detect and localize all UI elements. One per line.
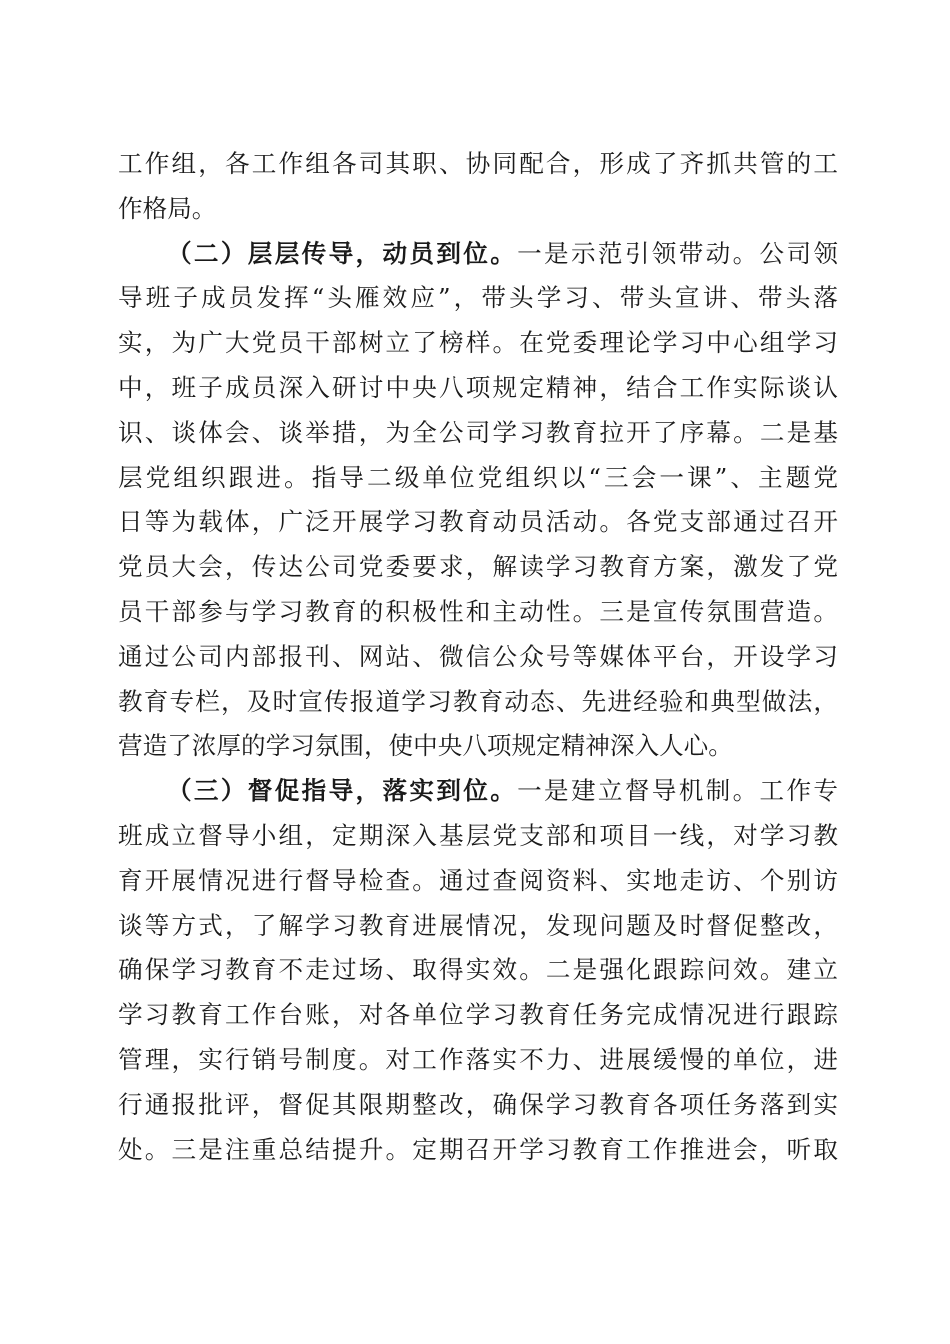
- body-text: [118, 142, 838, 1172]
- text-line: 营造了浓厚的学习氛围，使中央八项规定精神深入人心。: [118, 731, 733, 761]
- text-line: 工作组，各工作组各司其职、协同配合，形成了齐抓共管的工: [118, 149, 838, 178]
- text-line: 育开展情况进行督导检查。通过查阅资料、实地走访、个别访: [118, 865, 838, 895]
- text-line: 中，班子成员深入研讨中央八项规定精神，结合工作实际谈认: [118, 372, 838, 402]
- text-run: 一是建立督导机制。工作专: [517, 776, 838, 806]
- text-line: 班成立督导小组，定期深入基层党支部和项目一线，对学习教: [118, 820, 838, 850]
- text-line: 教育专栏，及时宣传报道学习教育动态、先进经验和典型做法，: [118, 686, 838, 716]
- paragraph-first-line: [118, 769, 838, 814]
- text-line: 党员大会，传达公司党委要求，解读学习教育方案，激发了党: [118, 552, 838, 582]
- text-line: 员干部参与学习教育的积极性和主动性。三是宣传氛围营造。: [118, 596, 838, 626]
- text-line: 行通报批评，督促其限期整改，确保学习教育各项任务落到实: [118, 1089, 838, 1119]
- text-line: 实，为广大党员干部树立了榜样。在党委理论学习中心组学习: [118, 328, 838, 358]
- paragraph-first-line: [118, 232, 838, 277]
- text-line: 学习教育工作台账，对各单位学习教育任务完成情况进行跟踪: [118, 1000, 838, 1030]
- text-line: 层党组织跟进。指导二级单位党组织以“三会一课”、主题党: [118, 462, 838, 492]
- text-run: 一是示范引领带动。公司领: [517, 238, 838, 268]
- section-heading: （二）层层传导，动员到位。: [167, 238, 518, 268]
- text-line: 管理，实行销号制度。对工作落实不力、进展缓慢的单位，进: [118, 1044, 838, 1074]
- text-line: 作格局。: [118, 193, 217, 223]
- text-line: 导班子成员发挥“头雁效应”，带头学习、带头宣讲、带头落: [118, 283, 838, 313]
- text-line: 谈等方式，了解学习教育进展情况，发现问题及时督促整改，: [118, 910, 838, 940]
- text-line: 识、谈体会、谈举措，为全公司学习教育拉开了序幕。二是基: [118, 417, 838, 447]
- section-heading: （三）督促指导，落实到位。: [167, 776, 518, 806]
- text-line: 通过公司内部报刊、网站、微信公众号等媒体平台，开设学习: [118, 641, 838, 671]
- text-line: 确保学习教育不走过场、取得实效。二是强化跟踪问效。建立: [118, 955, 838, 985]
- text-line: 日等为载体，广泛开展学习教育动员活动。各党支部通过召开: [118, 507, 838, 537]
- text-line: 处。三是注重总结提升。定期召开学习教育工作推进会，听取: [118, 1134, 838, 1164]
